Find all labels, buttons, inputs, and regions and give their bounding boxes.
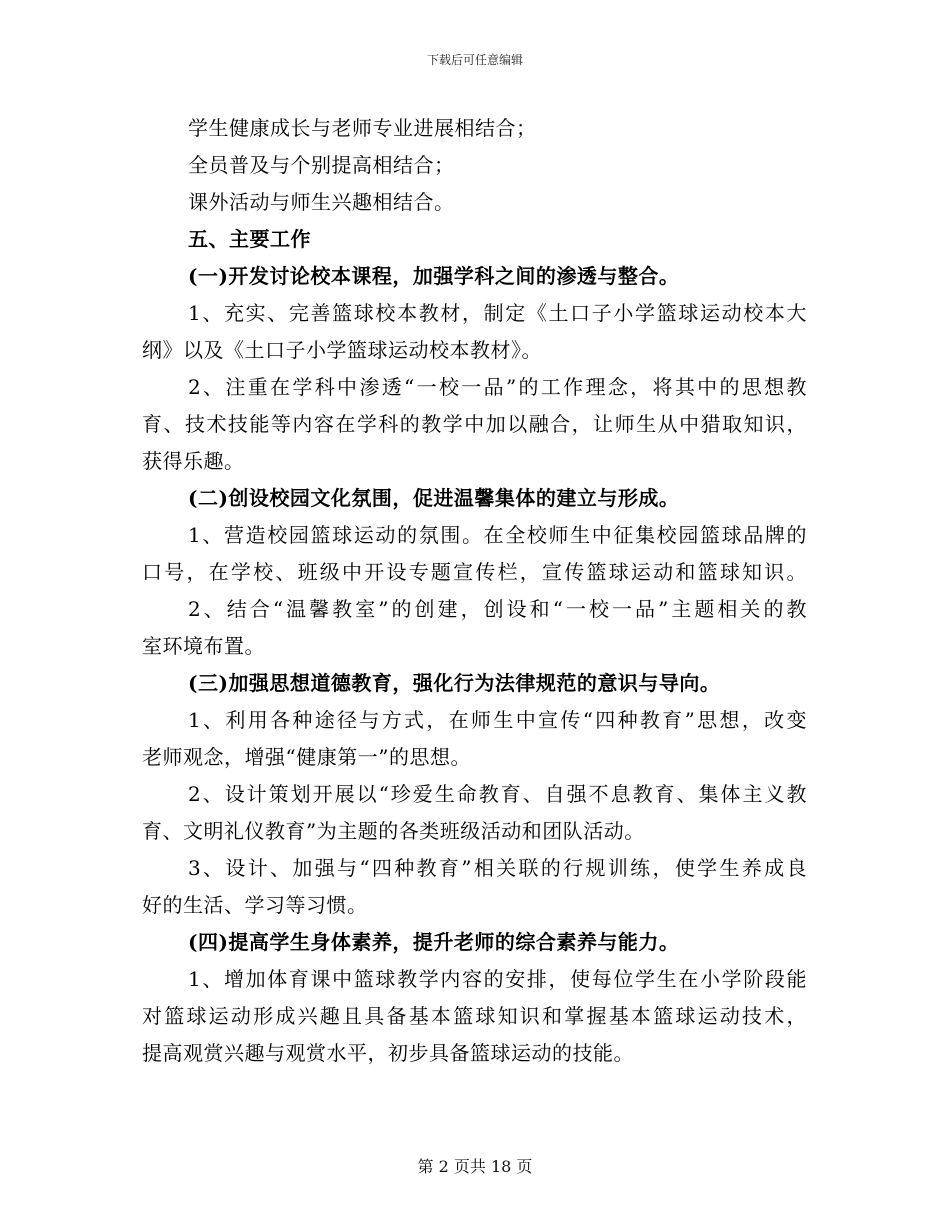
paragraph-line: 课外活动与师生兴趣相结合。	[188, 190, 455, 214]
paragraph-line: 对篮球运动形成兴趣且具备基本篮球知识和掌握基本篮球运动技术，	[142, 1004, 807, 1028]
paragraph-line: 老师观念，增强“健康第一”的思想。	[142, 745, 471, 769]
paragraph-line: 纲》以及《土口子小学篮球运动校本教材》。	[142, 338, 542, 362]
paragraph-line: 2、注重在学科中渗透“一校一品”的工作理念，将其中的思想教	[188, 375, 807, 399]
paragraph-line: 育、技术技能等内容在学科的教学中加以融合，让师生从中猎取知识，	[142, 412, 807, 436]
paragraph-line: 室环境布置。	[142, 634, 265, 658]
section-heading: 五、主要工作	[188, 227, 311, 251]
paragraph-line: 1、营造校园篮球运动的氛围。在全校师生中征集校园篮球品牌的	[188, 523, 807, 547]
page-header: 下载后可任意编辑	[426, 53, 523, 67]
paragraph-line: 3、设计、加强与“四种教育”相关联的行规训练，使学生养成良	[188, 856, 807, 880]
paragraph-line: 口号，在学校、班级中开设专题宣传栏，宣传篮球运动和篮球知识。	[142, 560, 807, 584]
paragraph-line: 全员普及与个别提高相结合；	[188, 153, 455, 177]
paragraph-line: 提高观赏兴趣与观赏水平，初步具备篮球运动的技能。	[142, 1041, 634, 1065]
paragraph-line: 1、增加体育课中篮球教学内容的安排，使每位学生在小学阶段能	[188, 967, 807, 991]
paragraph-line: 1、充实、完善篮球校本教材，制定《土口子小学篮球运动校本大	[188, 301, 807, 325]
paragraph-line: 2、结合“温馨教室”的创建，创设和“一校一品”主题相关的教	[188, 597, 807, 621]
section-heading: (三)加强思想道德教育，强化行为法律规范的意识与导向。	[188, 671, 721, 695]
paragraph-line: 好的生活、学习等习惯。	[142, 893, 368, 917]
document-body	[142, 110, 807, 1072]
section-heading: (四)提高学生身体素养，提升老师的综合素养与能力。	[188, 930, 680, 954]
paragraph-line: 1、利用各种途径与方式，在师生中宣传“四种教育”思想，改变	[188, 708, 807, 732]
paragraph-line: 2、设计策划开展以“珍爱生命教育、自强不息教育、集体主义教	[188, 782, 807, 806]
paragraph-line: 育、文明礼仪教育”为主题的各类班级活动和团队活动。	[142, 819, 645, 843]
paragraph-line: 获得乐趣。	[142, 449, 245, 473]
section-heading: (一)开发讨论校本课程，加强学科之间的渗透与整合。	[188, 264, 680, 288]
section-heading: (二)创设校园文化氛围，促进温馨集体的建立与形成。	[188, 486, 680, 510]
page-footer: 第 2 页共 18 页	[417, 1157, 533, 1176]
paragraph-line: 学生健康成长与老师专业进展相结合；	[188, 116, 537, 140]
